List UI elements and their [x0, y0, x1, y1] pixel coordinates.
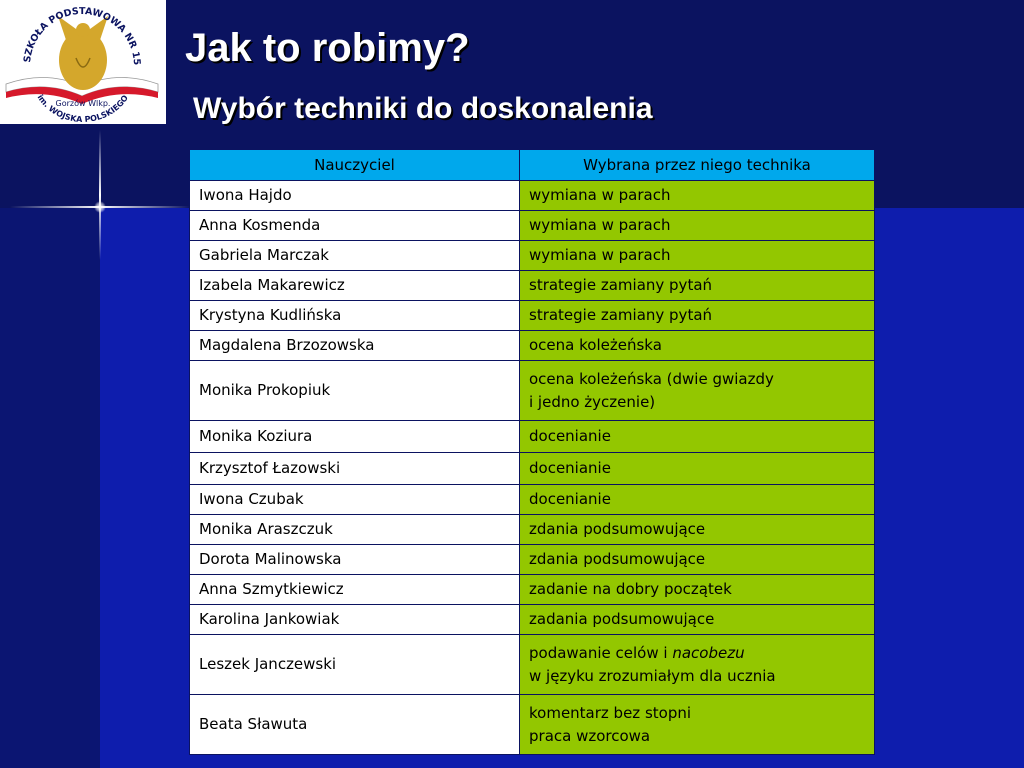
slide-subtitle: Wybór techniki do doskonalenia — [193, 92, 653, 125]
school-logo — [0, 0, 166, 124]
technique — [520, 361, 875, 421]
sparkle-icon — [94, 201, 106, 213]
table-row — [190, 695, 875, 755]
table-row — [190, 211, 875, 241]
table-row — [190, 241, 875, 271]
table-row — [190, 301, 875, 331]
technique: zadania podsumowujące — [520, 605, 875, 635]
table-row — [190, 515, 875, 545]
technique-term: nacobezu — [672, 643, 745, 662]
header-teacher: Nauczyciel — [190, 150, 520, 181]
svg-text:im. WOJSKA POLSKIEGO: im. WOJSKA POLSKIEGO — [35, 92, 130, 124]
technique: docenianie — [520, 453, 875, 485]
technique: strategie zamiany pytań — [520, 301, 875, 331]
sparkle-vertical — [99, 130, 101, 260]
technique — [520, 695, 875, 755]
technique-line: podawanie celów i — [529, 643, 673, 662]
technique: wymiana w parach — [520, 241, 875, 271]
table-row — [190, 575, 875, 605]
table-row — [190, 271, 875, 301]
technique-line: w języku zrozumiałym dla ucznia — [529, 666, 776, 685]
table-row — [190, 635, 875, 695]
teacher-name: Magdalena Brzozowska — [190, 331, 520, 361]
table-row — [190, 485, 875, 515]
technique-line: ocena koleżeńska (dwie gwiazdy — [529, 369, 774, 388]
technique: strategie zamiany pytań — [520, 271, 875, 301]
svg-text:SZKOŁA PODSTAWOWA NR 15: SZKOŁA PODSTAWOWA NR 15 — [22, 5, 143, 66]
teacher-name: Krystyna Kudlińska — [190, 301, 520, 331]
header-technique: Wybrana przez niego technika — [520, 150, 875, 181]
svg-text:Gorzów Wlkp.: Gorzów Wlkp. — [55, 99, 111, 108]
teacher-name: Iwona Hajdo — [190, 181, 520, 211]
teacher-name: Monika Araszczuk — [190, 515, 520, 545]
teacher-technique-table — [189, 149, 875, 755]
technique-line: praca wzorcowa — [529, 726, 651, 745]
teacher-name: Monika Koziura — [190, 421, 520, 453]
teacher-name: Iwona Czubak — [190, 485, 520, 515]
technique-line: komentarz bez stopni — [529, 703, 692, 722]
table-row — [190, 605, 875, 635]
technique: zdania podsumowujące — [520, 545, 875, 575]
teacher-name: Anna Kosmenda — [190, 211, 520, 241]
slide-left-strip — [0, 208, 100, 768]
technique: zadanie na dobry początek — [520, 575, 875, 605]
table-row — [190, 453, 875, 485]
teacher-name: Anna Szmytkiewicz — [190, 575, 520, 605]
table-row — [190, 361, 875, 421]
teacher-name: Dorota Malinowska — [190, 545, 520, 575]
technique: wymiana w parach — [520, 211, 875, 241]
technique: zdania podsumowujące — [520, 515, 875, 545]
teacher-name: Gabriela Marczak — [190, 241, 520, 271]
technique-line: i jedno życzenie) — [529, 392, 656, 411]
technique — [520, 635, 875, 695]
school-emblem-icon — [0, 0, 166, 124]
technique: docenianie — [520, 421, 875, 453]
teacher-name: Monika Prokopiuk — [190, 361, 520, 421]
teacher-name: Izabela Makarewicz — [190, 271, 520, 301]
table-header-row — [190, 150, 875, 181]
teacher-name: Karolina Jankowiak — [190, 605, 520, 635]
table-row — [190, 181, 875, 211]
teacher-name: Beata Sławuta — [190, 695, 520, 755]
table-row — [190, 331, 875, 361]
technique: docenianie — [520, 485, 875, 515]
teacher-name: Krzysztof Łazowski — [190, 453, 520, 485]
table-row — [190, 545, 875, 575]
technique: ocena koleżeńska — [520, 331, 875, 361]
technique: wymiana w parach — [520, 181, 875, 211]
teacher-name: Leszek Janczewski — [190, 635, 520, 695]
table-row — [190, 421, 875, 453]
slide-title: Jak to robimy? — [185, 26, 470, 70]
